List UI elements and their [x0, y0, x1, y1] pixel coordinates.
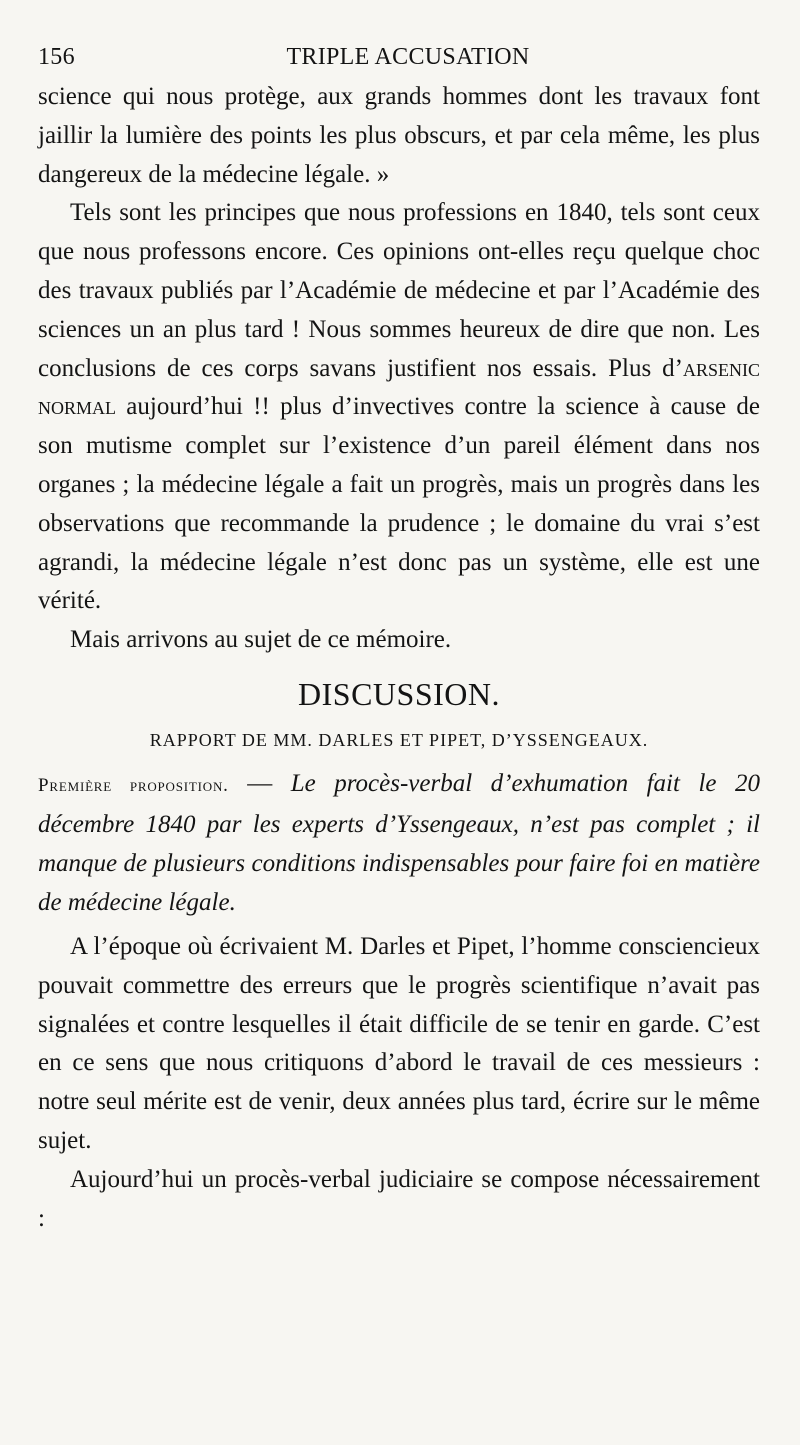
paragraph-epoch: A l’époque où écrivaient M. Darles et Pipet, l’homme consciencieux pouvait commettre des erreurs que le progrès scientifique n’avait pas signalées et contre lesquelles il était difficile de se tenir en garde. C’est en ce sens que nous critiquons d’abord le travail de ces messieurs : notre seul mérite est de venir, deux années plus tard, écrire sur le même sujet.: [38, 932, 760, 1154]
page-number: 156: [38, 44, 75, 70]
proposition-text: Le procès-verbal d’exhumation fait le 20 décembre 1840 par les experts d’Yssengeaux, n’est pas complet ; il manque de plusieurs conditions indispensables pour faire foi en matière de médecine légale.: [38, 769, 761, 916]
report-heading: RAPPORT DE MM. DARLES ET PIPET, D’YSSENGEAUX.: [149, 729, 649, 750]
running-head: [38, 36, 760, 78]
proposition-label: Première proposition.: [38, 774, 229, 796]
body-text-2: [38, 928, 760, 1238]
section-title: DISCUSSION.: [298, 675, 500, 712]
running-title: TRIPLE ACCUSATION: [286, 44, 530, 70]
paragraph-proces-verbal: Aujourd’hui un procès-verbal judiciaire se compose nécessairement :: [38, 1165, 760, 1232]
paragraph-continuation: science qui nous protège, aux grands hommes dont les travaux font jaillir la lumière des points les plus obscurs, et par cela même, les plus dangereux de la médecine légale. »: [38, 83, 760, 188]
paragraph-principles-part2: aujourd’hui !! plus d’invectives contre la science à cause de son mutisme complet sur l’existence d’un pareil élément dans nos organes ; la médecine légale a fait un progrès, mais un progrès dans les observations que recommande la prudence ; le domaine du vrai s’est agrandi, la médecine légale n’est donc pas un système, elle est une vérité.: [38, 393, 760, 615]
proposition-dash: —: [228, 769, 291, 797]
body-text: [38, 78, 760, 660]
paragraph-principles: [38, 194, 760, 621]
first-proposition: [38, 764, 760, 922]
arsenic-normal-smallcaps: arsenic normal: [38, 354, 760, 421]
paragraph-principles-part1: Tels sont les principes que nous professions en 1840, tels sont ceux que nous professons encore. Ces opinions ont-elles reçu quelque choc des travaux publiés par l’Académie de médecine et par l’Académie des sciences un an plus tard ! Nous sommes heureux de dire que non. Les conclusions de ces corps savans justifient nos essais. Plus d’: [38, 199, 760, 382]
paragraph-transition: Mais arrivons au sujet de ce mémoire.: [70, 626, 452, 654]
